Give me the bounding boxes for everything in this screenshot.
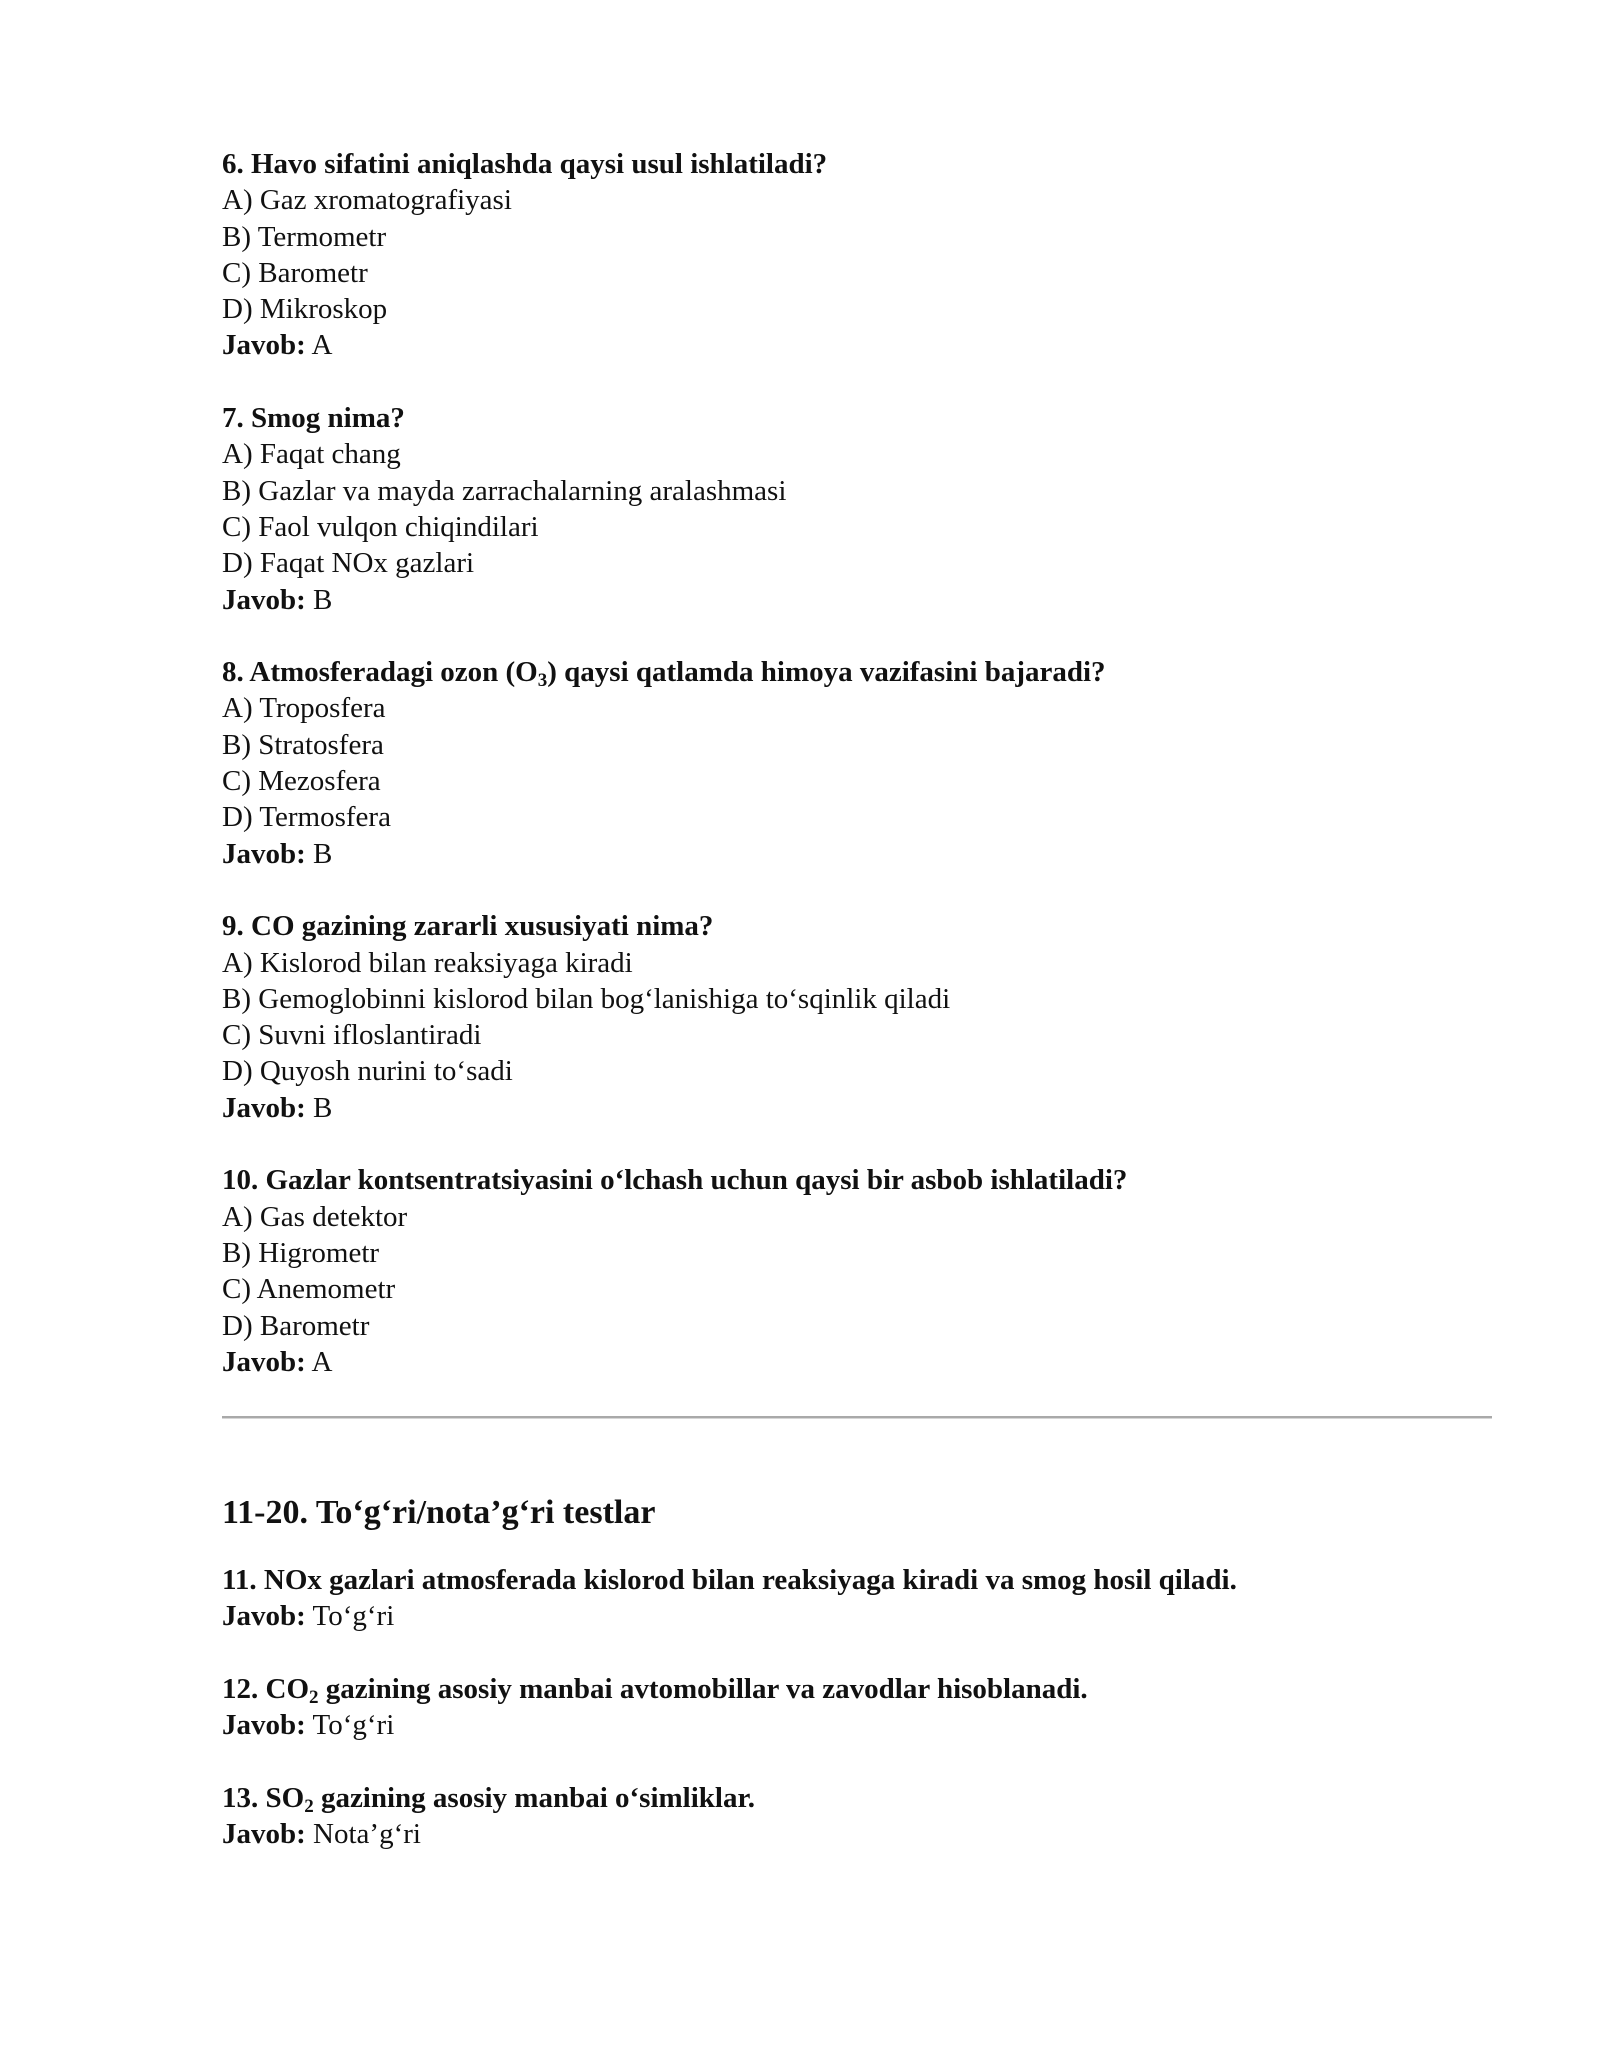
question-text: 6. Havo sifatini aniqlashda qaysi usul ishlatiladi?	[222, 148, 828, 180]
answer-label: Javob:	[222, 1600, 306, 1633]
answer-option: B) Gemoglobinni kislorod bilan bog‘lanishiga to‘sqinlik qiladi	[222, 982, 951, 1015]
question-block	[222, 400, 1492, 618]
question-block	[222, 654, 1492, 872]
answer-label: Javob:	[222, 1345, 306, 1378]
question-block	[222, 908, 1492, 1126]
horizontal-divider	[222, 1416, 1492, 1419]
answer-line	[222, 1598, 1492, 1634]
answer-label: Javob:	[222, 329, 306, 362]
answer-option: A) Kislorod bilan reaksiyaga kiradi	[222, 946, 633, 979]
document-page	[222, 146, 1492, 1852]
answer-label: Javob:	[222, 1818, 306, 1851]
question-text: 11. NOx gazlari atmosferada kislorod bilan reaksiyaga kiradi va smog hosil qiladi.	[222, 1564, 1237, 1597]
answer-option: C) Anemometr	[222, 1273, 396, 1306]
answer-label: Javob:	[222, 1709, 306, 1742]
answer-option: D) Mikroskop	[222, 293, 388, 326]
answer-value: B	[313, 1091, 333, 1124]
answer-option: A) Gas detektor	[222, 1200, 408, 1233]
answer-value: To‘g‘ri	[312, 1709, 395, 1742]
answer-value: Nota’g‘ri	[313, 1818, 421, 1851]
question-text: 9. CO gazining zararli xususiyati nima?	[222, 910, 714, 943]
question-block	[222, 1671, 1492, 1744]
question-block	[222, 1162, 1492, 1380]
answer-label: Javob:	[222, 837, 306, 870]
question-block	[222, 1562, 1492, 1635]
answer-value: A	[311, 1345, 333, 1378]
answer-line	[222, 1707, 1492, 1743]
answer-option: B) Stratosfera	[222, 728, 384, 761]
answer-option: C) Barometr	[222, 256, 368, 289]
answer-option: A) Faqat chang	[222, 438, 401, 471]
answer-option: D) Quyosh nurini to‘sadi	[222, 1055, 513, 1088]
answer-value: B	[313, 837, 333, 870]
subscript: 3	[537, 670, 548, 692]
answer-line	[222, 327, 1492, 363]
answer-option: B) Higrometr	[222, 1236, 380, 1269]
question-block	[222, 146, 1492, 364]
question-block	[222, 1780, 1492, 1853]
answer-line	[222, 1090, 1492, 1126]
answer-label: Javob:	[222, 1091, 306, 1124]
subscript: 2	[309, 1686, 319, 1708]
answer-option: C) Suvni ifloslantiradi	[222, 1019, 482, 1052]
answer-line	[222, 1816, 1492, 1852]
question-text: 8. Atmosferadagi ozon $(O_3)$ qaysi qatlamda himoya vazifasini bajaradi?	[222, 656, 1106, 692]
question-text: 12. $CO_2$ gazining asosiy manbai avtomobillar va zavodlar hisoblanadi.	[222, 1672, 1088, 1708]
answer-option: D) Barometr	[222, 1309, 370, 1342]
question-text: 13. $SO_2$ gazining asosiy manbai o‘simliklar.	[222, 1781, 755, 1817]
answer-option: A) Troposfera	[222, 692, 386, 725]
answer-option: D) Termosfera	[222, 801, 391, 834]
answer-option: B) Gazlar va mayda zarrachalarning aralashmasi	[222, 474, 787, 507]
question-text: 10. Gazlar kontsentratsiyasini o‘lchash uchun qaysi bir asbob ishlatiladi?	[222, 1164, 1128, 1197]
subscript: 2	[304, 1795, 314, 1817]
answer-option: D) Faqat NOx gazlari	[222, 547, 475, 580]
question-text: 7. Smog nima?	[222, 402, 405, 435]
answer-line	[222, 582, 1492, 618]
section-heading: 11-20. To‘g‘ri/nota’g‘ri testlar	[222, 1494, 656, 1532]
answer-value: A	[311, 329, 333, 362]
answer-option: C) Mezosfera	[222, 765, 381, 798]
answer-value: B	[313, 583, 333, 616]
answer-line	[222, 1344, 1492, 1380]
answer-option: B) Termometr	[222, 220, 387, 253]
answer-line	[222, 836, 1492, 872]
answer-label: Javob:	[222, 583, 306, 616]
answer-option: C) Faol vulqon chiqindilari	[222, 510, 539, 543]
answer-option: A) Gaz xromatografiyasi	[222, 184, 512, 217]
answer-value: To‘g‘ri	[312, 1600, 395, 1633]
